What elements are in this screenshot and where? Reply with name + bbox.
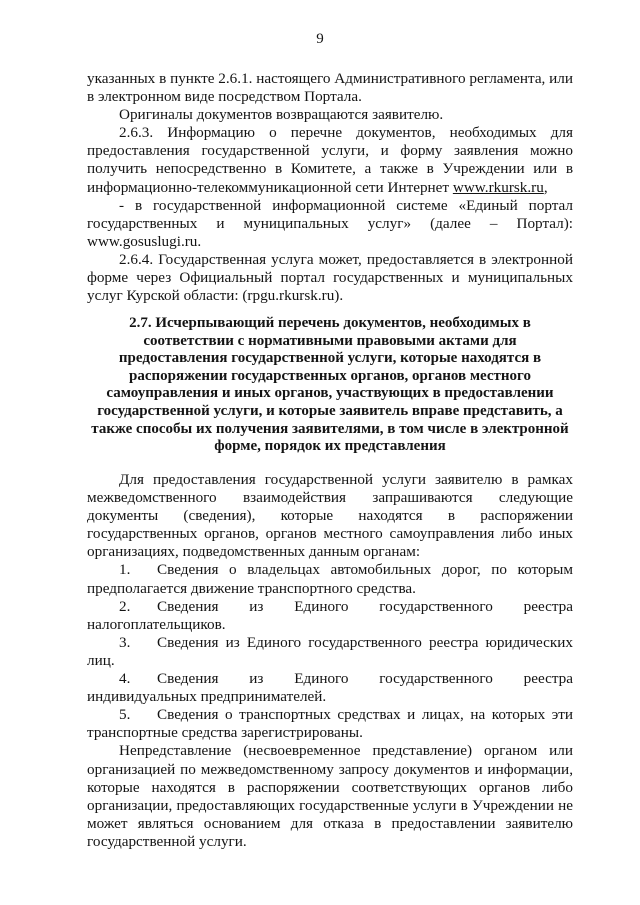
list-item-number: 4. (119, 670, 131, 688)
list-item-text: Сведения из Единого государственного реестра (157, 597, 573, 615)
heading-line: самоуправления и иных органов, участвующих в предоставлении (106, 385, 554, 402)
text-line: государственных и муниципальных услуг» (далее – Портал): (87, 214, 573, 232)
heading-line: соответствии с нормативными правовыми актами для (143, 332, 517, 349)
text-line: 2.6.3. Информацию о перечне документов, необходимых для (119, 124, 573, 142)
text-line: организацией по межведомственному запросу документов и информации, (87, 760, 573, 778)
list-item-number: 5. (119, 706, 131, 724)
text-line: предоставления государственной услуги, и форму заявления можно (87, 142, 573, 160)
text-line: Непредставление (несвоевременное представление) органом или (119, 742, 573, 760)
text-line: получить непосредственно в Комитете, а также в Учреждении или в (87, 160, 573, 178)
text-line: Для предоставления государственной услуги заявителю в рамках (119, 471, 573, 488)
list-item-continuation: предполагается движение транспортного средства. (87, 579, 416, 597)
text-line: государственной услуги. (87, 832, 247, 850)
text-line: - в государственной информационной системе «Единый портал (119, 196, 573, 214)
list-item-number: 2. (119, 597, 131, 615)
list-item-text: Сведения из Единого государственного реестра юридических (157, 633, 573, 651)
text-line: 2.6.4. Государственная услуга может, предоставляется в электронной (119, 250, 573, 268)
list-item (87, 561, 573, 579)
list-item-continuation: лиц. (87, 651, 115, 669)
text-fragment: информационно-телекоммуникационной сети Интернет (87, 178, 453, 196)
list-item (87, 598, 573, 616)
list-item-continuation: налогоплательщиков. (87, 615, 226, 633)
list-item-text: Сведения о транспортных средствах и лицах, на которых эти (157, 706, 573, 724)
text-fragment: , (543, 178, 548, 196)
list-item-text: Сведения из Единого государственного реестра (157, 670, 573, 688)
list-item (87, 670, 573, 688)
text-line: организации, предоставляющих государственные услуги в Учреждении не (87, 796, 573, 814)
section-2-7-heading (87, 315, 573, 456)
page-number: 9 (316, 31, 324, 47)
text-line: форме через Официальный портал государственных и муниципальных (87, 269, 573, 287)
list-item-text: Сведения о владельцах автомобильных дорог, по которым (157, 561, 573, 579)
list-item-number: 1. (119, 561, 131, 579)
heading-line: государственной услуги, и которые заявитель вправе представить, а (97, 402, 563, 419)
heading-line: 2.7. Исчерпывающий перечень документов, необходимых в (129, 315, 531, 331)
text-line: услуг Курской области: (rpgu.rkursk.ru). (87, 287, 344, 305)
heading-line: распоряжении государственных органов, органов местного (129, 367, 531, 384)
text-line: межведомственного взаимодействия запрашиваются следующие (87, 489, 573, 507)
list-item-continuation: индивидуальных предпринимателей. (87, 688, 327, 706)
section-2-6-continuation (87, 70, 573, 305)
text-line: государственных органов, органов местного самоуправления либо иных (87, 525, 573, 543)
list-item-continuation: транспортные средства зарегистрированы. (87, 724, 363, 742)
list-item-number: 3. (119, 633, 131, 651)
text-line: которые находятся в распоряжении соответствующих органов либо (87, 778, 573, 796)
heading-line: форме, порядок их представления (214, 438, 446, 455)
list-item (87, 706, 573, 724)
heading-line: предоставления государственной услуги, которые находятся в (118, 350, 542, 367)
section-2-7-body (87, 471, 573, 851)
text-line: документы (сведения), которые находятся в распоряжении (87, 507, 573, 525)
gosuslugi-link[interactable]: www.gosuslugi.ru. (87, 232, 202, 250)
text-line: указанных в пункте 2.6.1. настоящего Административного регламента, или (87, 70, 573, 87)
text-line: в электронном виде посредством Портала. (87, 88, 362, 106)
text-line: организациях, подведомственных данным органам: (87, 543, 421, 561)
list-item (87, 634, 573, 652)
text-line: может являться основанием для отказа в предоставлении заявителю (87, 814, 573, 832)
rkursk-link[interactable]: www.rkursk.ru (452, 178, 544, 196)
heading-line: также способы их получения заявителями, в том числе в электронной (91, 420, 569, 437)
text-line (87, 179, 573, 197)
text-line: Оригиналы документов возвращаются заявителю. (119, 106, 444, 124)
